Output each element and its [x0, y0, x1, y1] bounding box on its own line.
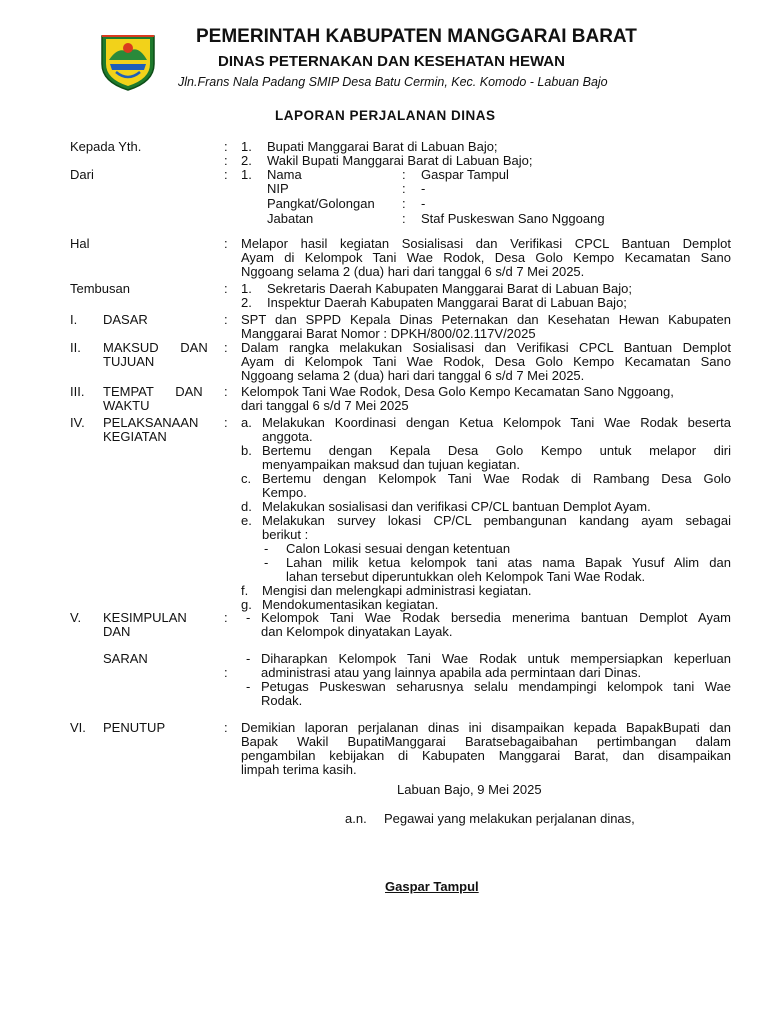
- colon: :: [224, 139, 228, 154]
- kegiatan-text-line: menyampaikan maksud dan tujuan kegiatan.: [262, 457, 520, 472]
- kepada-label: Kepada Yth.: [70, 139, 142, 154]
- sub-item-text-line: lahan tersebut diperuntukkan oleh Kelompok Tani Wae Rodak.: [286, 569, 646, 584]
- kesimpulan-text-line: dan Kelompok dinyatakan Layak.: [261, 624, 453, 639]
- colon: :: [224, 665, 228, 680]
- saran-label: SARAN: [103, 651, 148, 666]
- kegiatan-text-line: Bertemu dengan Kepala Desa Golo Kempo untuk melapor diri: [262, 443, 731, 458]
- sub-item-text-line: Calon Lokasi sesuai dengan ketentuan: [286, 541, 511, 556]
- colon: :: [224, 415, 228, 430]
- list-letter: b.: [241, 443, 252, 458]
- sub-item-dash: -: [264, 555, 269, 570]
- tempat-text-line: dari tanggal 6 s/d 7 Mei 2025: [241, 398, 409, 413]
- colon: :: [224, 384, 228, 399]
- saran-dash: -: [246, 679, 251, 694]
- list-number: 1.: [241, 167, 252, 182]
- kegiatan-text-line: Mengisi dan melengkapi administrasi kegiatan.: [262, 583, 532, 598]
- list-letter: g.: [241, 597, 252, 612]
- saran-text-line: Petugas Puskeswan seharusnya selalu mendampingi kelompok tani Wae: [261, 679, 731, 694]
- hal-text-line: Nggoang selama 2 (dua) hari dari tanggal 6 s/d 7 Mei 2025.: [241, 264, 585, 279]
- kesimpulan-dash: -: [246, 610, 251, 625]
- kegiatan-text-line: berikut :: [262, 527, 309, 542]
- colon: :: [224, 236, 228, 251]
- section-label: TEMPAT DAN: [103, 384, 203, 399]
- hal-text-line: Melapor hasil kegiatan Sosialisasi dan Verifikasi CPCL Bantuan Demplot: [241, 236, 731, 251]
- kegiatan-text-line: Melakukan survey lokasi CP/CL pembangunan kandang ayam sebagai: [262, 513, 731, 528]
- saran-dash: -: [246, 651, 251, 666]
- signature-role: Pegawai yang melakukan perjalanan dinas,: [384, 811, 635, 826]
- colon: :: [224, 720, 228, 735]
- field-label: Nama: [267, 167, 302, 182]
- tembusan-item: Sekretaris Daerah Kabupaten Manggarai Barat di Labuan Bajo;: [267, 281, 632, 296]
- penutup-text-line: Bapak Wakil BupatiManggarai Baratsebagaibahan pertimbangan dalam: [241, 734, 731, 749]
- field-value: Gaspar Tampul: [421, 167, 509, 182]
- field-value: -: [421, 196, 426, 211]
- header-address: Jln.Frans Nala Padang SMIP Desa Batu Cermin, Kec. Komodo - Labuan Bajo: [178, 75, 608, 89]
- colon: :: [402, 211, 406, 226]
- section-number: III.: [70, 384, 85, 399]
- section-label: MAKSUD DAN: [103, 340, 208, 355]
- list-number: 1.: [241, 281, 252, 296]
- field-label: NIP: [267, 181, 289, 196]
- colon: :: [224, 153, 228, 168]
- section-label: KESIMPULAN: [103, 610, 187, 625]
- saran-text-line: Diharapkan Kelompok Tani Wae Rodak untuk mempersiapkan keperluan: [261, 651, 731, 666]
- colon: :: [224, 281, 228, 296]
- kegiatan-text-line: Mendokumentasikan kegiatan.: [262, 597, 439, 612]
- penutup-text-line: pengambilan kebijakan di Kabupaten Manggarai Barat, dan disampaikan: [241, 748, 731, 763]
- field-value: -: [421, 181, 426, 196]
- list-number: 1.: [241, 139, 252, 154]
- dari-label: Dari: [70, 167, 94, 182]
- dasar-text-line: Manggarai Barat Nomor : DPKH/800/02.117V/2025: [241, 326, 536, 341]
- colon: :: [224, 340, 228, 355]
- section-label: DAN: [103, 624, 131, 639]
- field-label: Pangkat/Golongan: [267, 196, 375, 211]
- colon: :: [402, 181, 406, 196]
- saran-text-line: Rodak.: [261, 693, 303, 708]
- section-number: II.: [70, 340, 81, 355]
- kegiatan-text-line: Bertemu dengan Kelompok Tani Wae Rodak di Rambang Desa Golo: [262, 471, 731, 486]
- penutup-text-line: limpah terima kasih.: [241, 762, 357, 777]
- header-government-name: PEMERINTAH KABUPATEN MANGGARAI BARAT: [196, 26, 637, 47]
- kepada-item: Bupati Manggarai Barat di Labuan Bajo;: [267, 139, 498, 154]
- section-label: WAKTU: [103, 398, 150, 413]
- tembusan-item: Inspektur Daerah Kabupaten Manggarai Barat di Labuan Bajo;: [267, 295, 627, 310]
- colon: :: [224, 312, 228, 327]
- hal-text-line: Ayam di Kelompok Tani Wae Rodok, Desa Golo Kempo Kecamatan Sano: [241, 250, 731, 265]
- colon: :: [224, 610, 228, 625]
- list-letter: d.: [241, 499, 252, 514]
- colon: :: [224, 167, 228, 182]
- signature-an: a.n.: [345, 811, 367, 826]
- maksud-text-line: Nggoang selama 2 (dua) hari dari tanggal 6 s/d 7 Mei 2025.: [241, 368, 585, 383]
- sub-item-dash: -: [264, 541, 269, 556]
- section-number: V.: [70, 610, 82, 625]
- regency-emblem-icon: [96, 30, 160, 92]
- penutup-text-line: Demikian laporan perjalanan dinas ini disampaikan kepada BapakBupati dan: [241, 720, 731, 735]
- header-agency-name: DINAS PETERNAKAN DAN KESEHATAN HEWAN: [218, 53, 565, 70]
- dasar-text-line: SPT dan SPPD Kepala Dinas Peternakan dan Kesehatan Hewan Kabupaten: [241, 312, 731, 327]
- section-label: PELAKSANAAN: [103, 415, 199, 430]
- list-letter: f.: [241, 583, 249, 598]
- section-number: VI.: [70, 720, 86, 735]
- colon: :: [402, 196, 406, 211]
- signature-name: Gaspar Tampul: [385, 879, 479, 894]
- section-label: DASAR: [103, 312, 148, 327]
- sub-item-text-line: Lahan milik ketua kelompok tani atas nama Bapak Yusuf Alim dan: [286, 555, 731, 570]
- kepada-item: Wakil Bupati Manggarai Barat di Labuan Bajo;: [267, 153, 533, 168]
- kesimpulan-text-line: Kelompok Tani Wae Rodak bersedia menerima bantuan Demplot Ayam: [261, 610, 731, 625]
- field-value: Staf Puskeswan Sano Nggoang: [421, 211, 605, 226]
- kegiatan-text-line: Melakukan sosialisasi dan verifikasi CP/CL bantuan Demplot Ayam.: [262, 499, 651, 514]
- section-label: KEGIATAN: [103, 429, 167, 444]
- section-number: IV.: [70, 415, 85, 430]
- signature-place-date: Labuan Bajo, 9 Mei 2025: [397, 782, 542, 797]
- list-number: 2.: [241, 295, 252, 310]
- section-label: TUJUAN: [103, 354, 155, 369]
- list-letter: a.: [241, 415, 252, 430]
- section-number: I.: [70, 312, 78, 327]
- section-label: PENUTUP: [103, 720, 166, 735]
- list-letter: c.: [241, 471, 252, 486]
- list-letter: e.: [241, 513, 252, 528]
- tempat-text-line: Kelompok Tani Wae Rodok, Desa Golo Kempo Kecamatan Sano Nggoang,: [241, 384, 674, 399]
- saran-text-line: administrasi atau yang lainnya apabila ada permintaan dari Dinas.: [261, 665, 642, 680]
- hal-label: Hal: [70, 236, 90, 251]
- field-label: Jabatan: [267, 211, 314, 226]
- document-title: LAPORAN PERJALANAN DINAS: [275, 108, 496, 123]
- colon: :: [402, 167, 406, 182]
- kegiatan-text-line: Kempo.: [262, 485, 307, 500]
- maksud-text-line: Dalam rangka melakukan Sosialisasi dan Verifikasi CPCL Bantuan Demplot: [241, 340, 731, 355]
- maksud-text-line: Ayam di Kelompok Tani Wae Rodok, Desa Golo Kempo Kecamatan Sano: [241, 354, 731, 369]
- tembusan-label: Tembusan: [70, 281, 130, 296]
- kegiatan-text-line: anggota.: [262, 429, 313, 444]
- list-number: 2.: [241, 153, 252, 168]
- kegiatan-text-line: Melakukan Koordinasi dengan Ketua Kelompok Tani Wae Rodak beserta: [262, 415, 731, 430]
